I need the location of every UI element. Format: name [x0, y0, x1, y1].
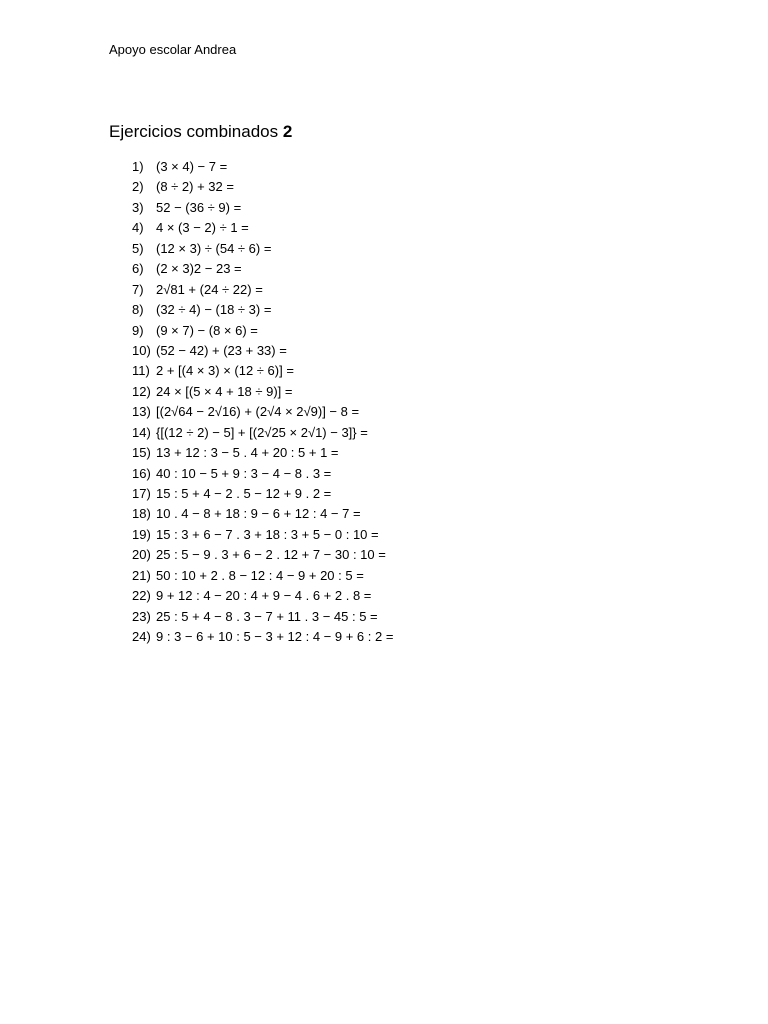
exercise-number: 16) [132, 465, 151, 481]
exercise-number: 2) [132, 179, 144, 195]
exercise-number: 8) [132, 302, 144, 318]
exercise-item [132, 402, 393, 422]
exercise-number: 24) [132, 629, 151, 645]
exercise-number: 19) [132, 526, 151, 542]
exercise-expression: 13 + 12 : 3 − 5 . 4 + 20 : 5 + 1 = [156, 445, 339, 461]
exercise-number: 11) [132, 363, 150, 379]
exercise-expression: 40 : 10 − 5 + 9 : 3 − 4 − 8 . 3 = [156, 465, 332, 481]
exercise-expression: 25 : 5 + 4 − 8 . 3 − 7 + 11 . 3 − 45 : 5 = [156, 608, 378, 624]
exercise-expression: 9 : 3 − 6 + 10 : 5 − 3 + 12 : 4 − 9 + 6 : 2 = [156, 629, 394, 645]
exercise-expression: (12 × 3) ÷ (54 ÷ 6) = [156, 240, 272, 256]
exercise-item [132, 382, 393, 402]
exercise-number: 12) [132, 383, 151, 399]
exercise-expression: 50 : 10 + 2 . 8 − 12 : 4 − 9 + 20 : 5 = [156, 567, 364, 583]
exercise-expression: (9 × 7) − (8 × 6) = [156, 322, 258, 338]
exercise-item [132, 198, 393, 218]
exercise-expression: 52 − (36 ÷ 9) = [156, 199, 242, 215]
exercise-expression: 10 . 4 − 8 + 18 : 9 − 6 + 12 : 4 − 7 = [156, 506, 361, 522]
exercise-number: 18) [132, 506, 151, 522]
exercise-expression: 2√81 + (24 ÷ 22) = [156, 281, 263, 297]
exercise-item [132, 464, 393, 484]
exercise-expression: (2 × 3)2 − 23 = [156, 261, 242, 277]
exercise-expression: (52 − 42) + (23 + 33) = [156, 342, 287, 358]
exercise-item [132, 361, 393, 381]
exercise-number: 21) [132, 567, 151, 583]
exercise-number: 1) [132, 159, 144, 174]
exercise-expression: 24 × [(5 × 4 + 18 ÷ 9)] = [156, 383, 293, 399]
exercise-number: 10) [132, 342, 151, 358]
exercise-number: 3) [132, 199, 144, 215]
title-text: Ejercicios combinados [109, 122, 279, 141]
exercise-number: 17) [132, 486, 151, 501]
page-header: Apoyo escolar Andrea [109, 42, 237, 57]
exercise-item [132, 504, 393, 524]
exercise-item [132, 280, 393, 300]
exercise-number: 20) [132, 547, 151, 563]
exercise-expression: (32 ÷ 4) − (18 ÷ 3) = [156, 302, 272, 318]
exercise-item [132, 484, 393, 504]
exercise-expression: 9 + 12 : 4 − 20 : 4 + 9 − 4 . 6 + 2 . 8 = [156, 588, 372, 604]
exercise-item [132, 218, 393, 238]
exercise-item [132, 627, 393, 647]
exercise-expression: (3 × 4) − 7 = [156, 159, 228, 174]
exercise-item [132, 443, 393, 463]
exercise-expression: 4 × (3 − 2) ÷ 1 = [156, 220, 249, 236]
exercise-item [132, 177, 393, 197]
title-number: 2 [282, 122, 293, 141]
exercise-number: 22) [132, 588, 151, 604]
exercise-item [132, 423, 393, 443]
exercise-expression: [(2√64 − 2√16) + (2√4 × 2√9)] − 8 = [156, 404, 360, 420]
exercise-number: 4) [132, 220, 144, 236]
exercise-expression: (8 ÷ 2) + 32 = [156, 179, 234, 195]
exercise-item [132, 341, 393, 361]
exercise-item [132, 545, 393, 565]
exercise-number: 13) [132, 404, 151, 420]
exercise-item [132, 157, 393, 177]
exercise-item [132, 300, 393, 320]
exercise-expression: 15 : 5 + 4 − 2 . 5 − 12 + 9 . 2 = [156, 486, 332, 501]
exercise-item [132, 586, 393, 606]
exercise-number: 9) [132, 322, 144, 338]
page-title [109, 121, 292, 143]
exercise-number: 6) [132, 261, 144, 277]
exercise-item [132, 607, 393, 627]
exercise-expression: 15 : 3 + 6 − 7 . 3 + 18 : 3 + 5 − 0 : 10 = [156, 526, 379, 542]
exercise-number: 23) [132, 608, 151, 624]
exercise-number: 7) [132, 281, 144, 297]
exercise-item [132, 321, 393, 341]
exercise-expression: 2 + [(4 × 3) × (12 ÷ 6)] = [156, 363, 294, 379]
exercise-list [132, 157, 393, 648]
exercise-item [132, 525, 393, 545]
exercise-number: 14) [132, 424, 151, 440]
exercise-number: 15) [132, 445, 151, 461]
exercise-number: 5) [132, 240, 144, 256]
exercise-expression: 25 : 5 − 9 . 3 + 6 − 2 . 12 + 7 − 30 : 10 = [156, 547, 386, 563]
exercise-item [132, 566, 393, 586]
exercise-item [132, 259, 393, 279]
exercise-expression: {[(12 ÷ 2) − 5] + [(2√25 × 2√1) − 3]} = [156, 424, 368, 440]
exercise-item [132, 239, 393, 259]
